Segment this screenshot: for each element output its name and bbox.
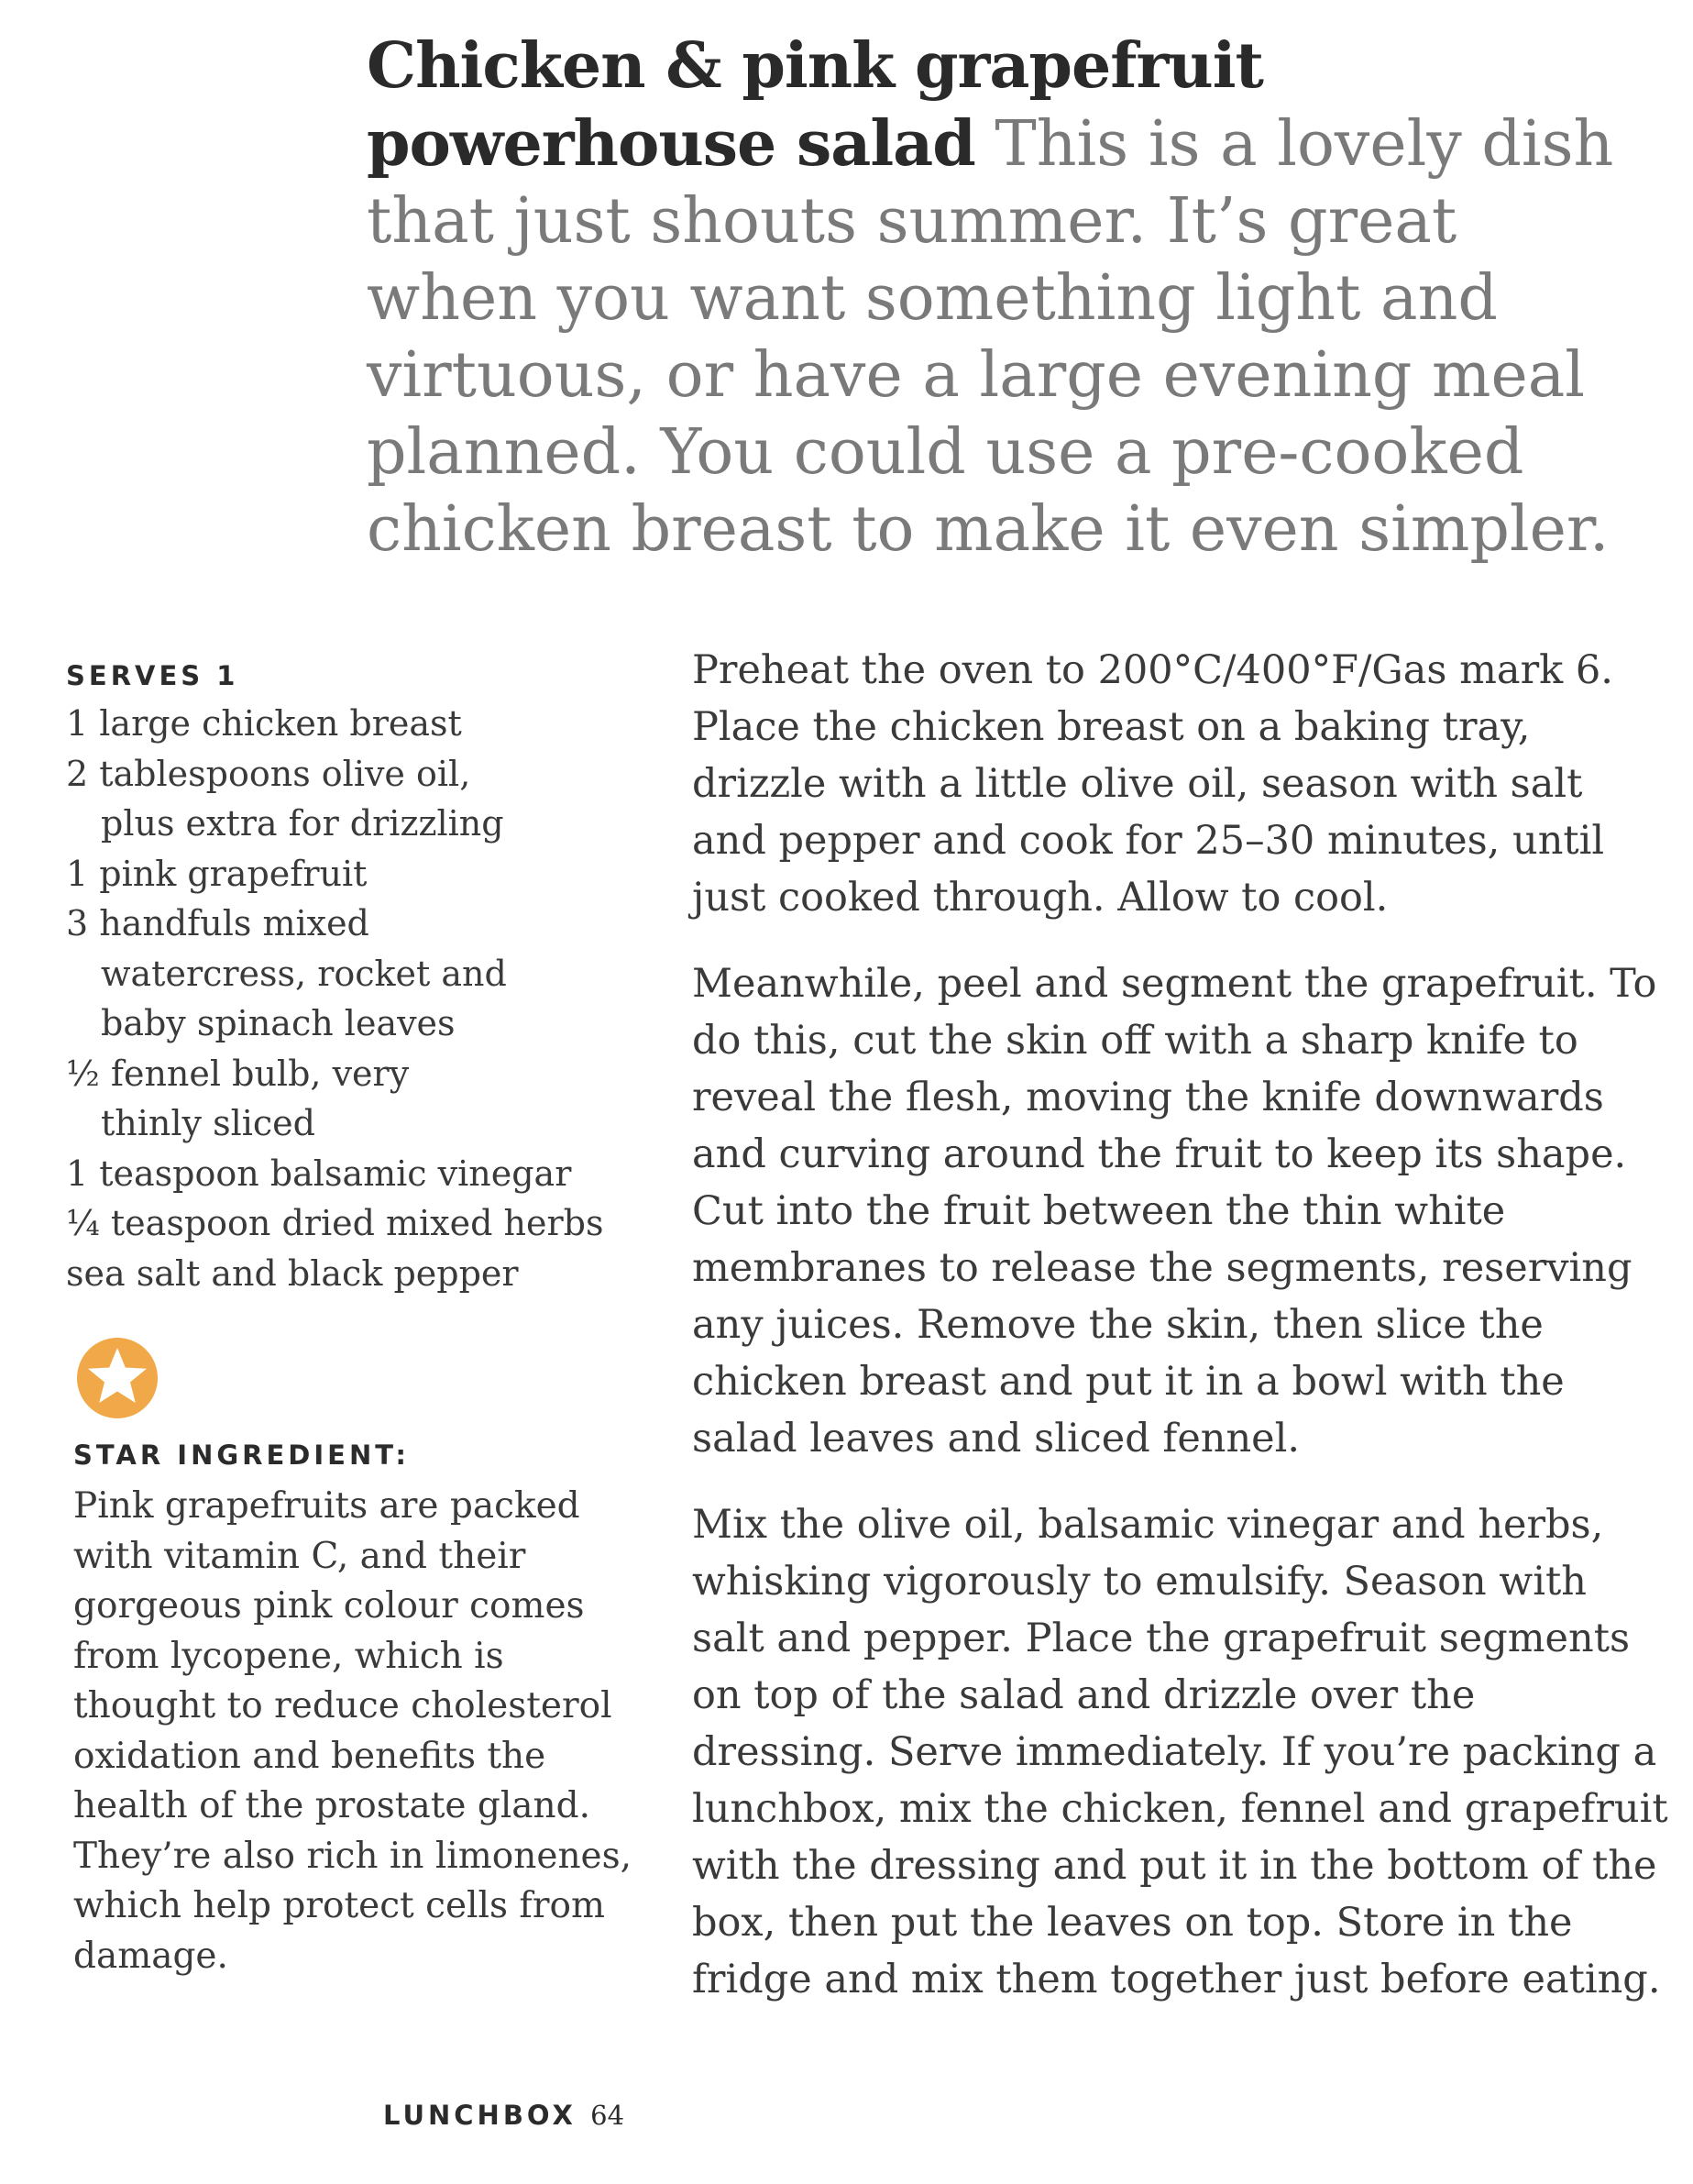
method-step: Meanwhile, peel and segment the grapefruit. To do this, cut the skin off with a sharp knife to reveal the flesh, moving the knife downwards and curving around the fruit to keep its shape. Cut into the fruit between the thin white membranes to release the segments, reserving any juices. Remove the skin, then slice the chicken breast and put it in a bowl with the salad leaves and sliced fennel. — [692, 961, 1657, 1462]
star-ingredient-text: Pink grapefruits are packed with vitamin C, and their gorgeous pink colour comes from lycopene, which is thought to reduce cholesterol oxidation and benefits the health of the prostate gland. They’re also rich in limonenes, which help protect cells from damage. — [73, 1485, 632, 1977]
ingredient-line: 2 tablespoons olive oil, — [66, 753, 471, 794]
recipe-header — [367, 28, 1641, 568]
ingredient-item — [66, 899, 634, 1049]
ingredient-line: 1 pink grapefruit — [66, 853, 368, 894]
recipe-title: Chicken & pink grapefruit powerhouse salad — [367, 29, 1263, 181]
method-section — [692, 642, 1668, 2037]
ingredient-item — [66, 1049, 634, 1149]
star-ingredient-heading: STAR INGREDIENT: — [73, 1439, 411, 1471]
serves-heading: SERVES 1 — [66, 660, 239, 691]
ingredient-item — [66, 1249, 634, 1299]
method-step: Mix the olive oil, balsamic vinegar and herbs, whisking vigorously to emulsify. Season with salt and pepper. Place the grapefruit segments on top of the salad and drizzle over the dressing. Serve immediately. If you’re packing a lunchbox, mix the chicken, fennel and grapefruit with the dressing and put it in the bottom of the box, then put the leaves on top. Store in the fridge and mix them together just before eating. — [692, 1502, 1668, 2002]
ingredient-continuation: thinly sliced — [101, 1103, 315, 1143]
ingredients-section — [66, 660, 634, 1298]
recipe-intro: This is a lovely dish that just shouts summer. It’s great when you want something light and virtuous, or have a large evening meal planned. You could use a pre-cooked chicken breast to make it even simpler. — [367, 108, 1614, 566]
ingredient-continuation: watercress, rocket and — [101, 953, 507, 994]
ingredient-item — [66, 849, 634, 899]
ingredient-item — [66, 749, 634, 849]
star-icon — [75, 1336, 159, 1420]
star-badge-graphic — [75, 1336, 159, 1420]
page-number: 64 — [590, 2100, 625, 2131]
ingredient-line: 1 large chicken breast — [66, 703, 462, 744]
ingredient-line: 3 handfuls mixed — [66, 903, 369, 943]
ingredient-item — [66, 699, 634, 749]
star-ingredient-section — [73, 1439, 642, 1981]
ingredient-list — [66, 699, 634, 1298]
ingredient-item — [66, 1149, 634, 1199]
ingredient-continuation: plus extra for drizzling — [101, 803, 504, 844]
ingredient-line: sea salt and black pepper — [66, 1252, 519, 1294]
footer-section-name: LUNCHBOX — [383, 2100, 577, 2131]
ingredient-line: 1 teaspoon balsamic vinegar — [66, 1153, 572, 1194]
page-footer — [383, 2100, 624, 2131]
ingredient-line: ¼ teaspoon dried mixed herbs — [66, 1203, 604, 1243]
ingredient-line: ½ fennel bulb, very — [66, 1053, 410, 1094]
ingredient-continuation: baby spinach leaves — [101, 1003, 456, 1043]
ingredient-item — [66, 1198, 634, 1249]
method-step: Preheat the oven to 200°C/400°F/Gas mark 6. Place the chicken breast on a baking tray, drizzle with a little olive oil, season with salt and pepper and cook for 25–30 minutes, until just cooked through. Allow to cool. — [692, 647, 1613, 921]
